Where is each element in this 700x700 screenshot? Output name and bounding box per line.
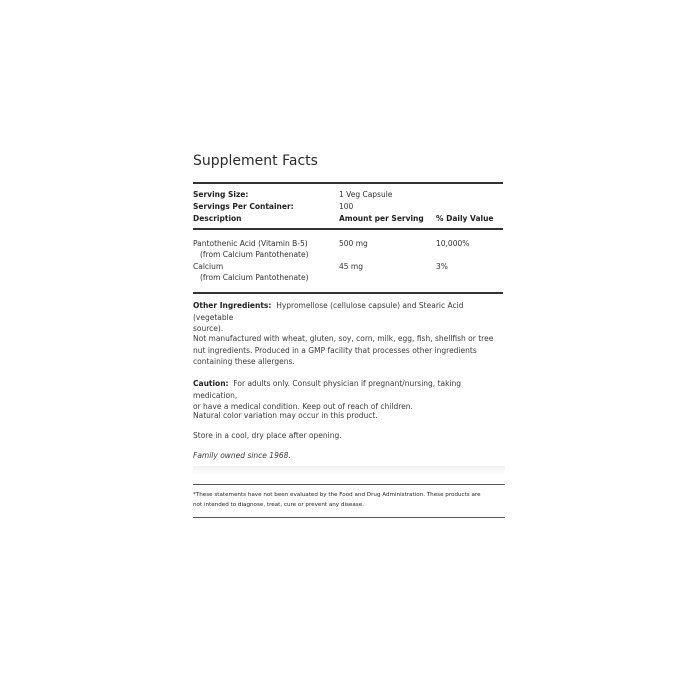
header-amount: Amount per Serving bbox=[339, 214, 424, 223]
allergen-line-1: Not manufactured with wheat, gluten, soy, corn, milk, egg, fish, shellfish or tree bbox=[193, 334, 494, 343]
nutrient-daily-value: 10,000% bbox=[436, 239, 470, 248]
caution-label: Caution: bbox=[193, 379, 229, 388]
fda-disclaimer bbox=[193, 490, 505, 510]
allergen-line-2: nut ingredients. Produced in a GMP facility that processes other ingredients bbox=[193, 345, 477, 355]
allergen-statement bbox=[193, 333, 503, 368]
nutrient-name: Pantothenic Acid (Vitamin B-5) bbox=[193, 239, 308, 248]
header-description: Description bbox=[193, 214, 242, 223]
disclaimer-line-1: *These statements have not been evaluated by the Food and Drug Administration. These products are bbox=[193, 492, 481, 498]
disclaimer-bottom-rule bbox=[193, 517, 505, 518]
top-rule bbox=[193, 182, 503, 184]
header-rule bbox=[193, 228, 503, 230]
servings-per-container-label: Servings Per Container: bbox=[193, 202, 294, 211]
disclaimer-line-2: not intended to diagnose, treat, cure or prevent any disease. bbox=[193, 502, 364, 508]
servings-per-container-value: 100 bbox=[339, 202, 354, 211]
nutrient-source: (from Calcium Pantothenate) bbox=[200, 273, 309, 282]
panel-bottom-shadow bbox=[193, 466, 505, 474]
nutrient-source: (from Calcium Pantothenate) bbox=[200, 250, 309, 259]
panel-title: Supplement Facts bbox=[193, 153, 318, 169]
family-owned-note: Family owned since 1968. bbox=[193, 451, 291, 460]
other-ingredients-label: Other Ingredients: bbox=[193, 301, 272, 310]
caution-statement bbox=[193, 378, 503, 413]
nutrient-amount: 45 mg bbox=[339, 262, 363, 271]
other-ingredients-text: Hypromellose (cellulose capsule) and Stearic Acid (vegetable bbox=[193, 301, 464, 322]
other-ingredients-text-2: source). bbox=[193, 324, 224, 333]
allergen-line-3: containing these allergens. bbox=[193, 357, 295, 366]
nutrient-daily-value: 3% bbox=[436, 262, 448, 271]
serving-size-label: Serving Size: bbox=[193, 190, 249, 199]
caution-text: For adults only. Consult physician if pregnant/nursing, taking medication, bbox=[193, 379, 462, 400]
nutrient-amount: 500 mg bbox=[339, 239, 368, 248]
nutrients-rule bbox=[193, 292, 503, 294]
disclaimer-top-rule bbox=[193, 484, 505, 485]
storage-note: Store in a cool, dry place after opening. bbox=[193, 431, 342, 440]
serving-size-value: 1 Veg Capsule bbox=[339, 190, 393, 199]
nutrient-name: Calcium bbox=[193, 262, 224, 271]
header-daily-value: % Daily Value bbox=[436, 214, 494, 223]
color-variation-note: Natural color variation may occur in this product. bbox=[193, 411, 378, 420]
caution-text-2: or have a medical condition. Keep out of reach of children. bbox=[193, 402, 413, 411]
other-ingredients bbox=[193, 300, 503, 335]
